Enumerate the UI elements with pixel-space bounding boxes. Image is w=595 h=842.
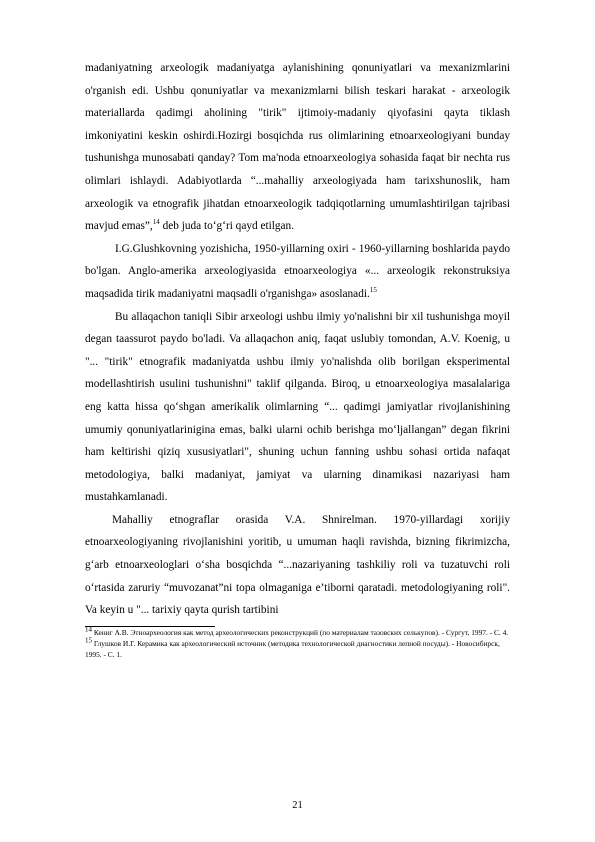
footnote-mark-14: 14 (85, 625, 92, 634)
paragraph-1-text: madaniyatning arxeologik madaniyatga aylanishining qonuniyatlari va mexanizmlarini o'rganish edi. Ushbu qonuniyatlar va mexanizmlarni bilish teskari harakat - arxeologik materiallarda qadimgi aholining "tirik" ijtimoiy-madaniy qiyofasini qayta tiklash imkoniyatini keskin oshirdi.Hozirgi bosqichda rus olimlarining etnoarxeologiyani bunday tushunishga munosabati qanday? Tom ma'noda etnoarxeologiya sohasida faqat bir nechta rus olimlari ishlaydi. Adabiyotlarda “...mahalliy arxeologiyada ham tarixshunoslik, ham arxeologik va etnografik jihatdan etnoarxeologik tadqiqotlarning umumlashtirilgan tajribasi mavjud emas”, (85, 62, 510, 233)
footnote-15-text: Глушков И.Г. Керамика как археологический источник (методика технологической диагностики лепной посуды). - Новосибирск, 1995. - С. 1. (85, 639, 500, 659)
paragraph-4-text: Mahalliy etnograflar orasida V.A. Shnirelman. 1970-yillardagi xorijiy etnoarxeologiyaning rivojlanishini yoritib, u umuman haqli ravishda, bizning fikrimizcha, g‘arb etnoarxeologlari o‘sha bosqichda “...nazariyaning tashkiliy roli va tuzatuvchi roli o‘rtasida zaruriy “muvozanat”ni topa olmaganiga e’tiborni qaratadi. metodologiyaning roli". Va keyin u "... tarixiy qayta qurish tartibini (85, 513, 510, 617)
footnote-14 (85, 625, 510, 639)
footnote-divider (85, 626, 215, 627)
footnote-mark-15: 15 (85, 636, 92, 645)
footnote-15 (85, 636, 510, 660)
paragraph-2-text: I.G.Glushkovning yozishicha, 1950-yillarning oxiri - 1960-yillarning boshlarida paydo bo'lgan. Anglo-amerika arxeologiyasida etnoarxeologiya «... arxeologik rekonstruksiya maqsadida tirik madaniyatni maqsadli o'rganishga» asoslanadi. (85, 242, 510, 300)
page-number: 21 (292, 800, 303, 811)
paragraph-3-text: Bu allaqachon taniqli Sibir arxeologi ushbu ilmiy yo'nalishni bir xil tushunishga moyil degan taassurot paydo bo'ladi. Va allaqachon aniq, faqat uslubiy tomondan, A.V. Koenig, u "... "tirik" etnografik madaniyatda ushbu ilmiy yo'nalishda olib borilgan eksperimental modellashtirish usulini tushunishni" taklif qilganda. Biroq, u etnoarxeologiya masalalariga eng katta hissa qo‘shgan amerikalik olimlarning “... qadimgi jamiyatlar rivojlanishining umumiy qonuniyatlarinigina emas, balki ularni ochib berishga mo‘ljallangan” degan fikrini ham keltirishi qiziq xususiyatlari", shuning uchun fanning ushbu sohasi ortida nafaqat metodologiya, balki madaniyat, jamiyat va ularning dinamikasi nazariyasi ham mustahkamlanadi. (85, 310, 510, 504)
paragraph-3 (85, 306, 510, 509)
footnote-14-text: Кениг А.В. Этноархеология как метод археологических реконструкций (по материалам тазовских селькупов). - Сургут, 1997. - С. 4. (92, 627, 509, 637)
paragraph-1 (85, 57, 510, 238)
document-page (85, 57, 510, 660)
footnote-ref-14[interactable]: 14 (152, 218, 160, 227)
paragraph-1-tail: deb juda to‘g‘ri qayd etilgan. (159, 220, 295, 233)
paragraph-4 (85, 509, 510, 622)
footnote-ref-15[interactable]: 15 (369, 286, 377, 295)
paragraph-2 (85, 238, 510, 306)
